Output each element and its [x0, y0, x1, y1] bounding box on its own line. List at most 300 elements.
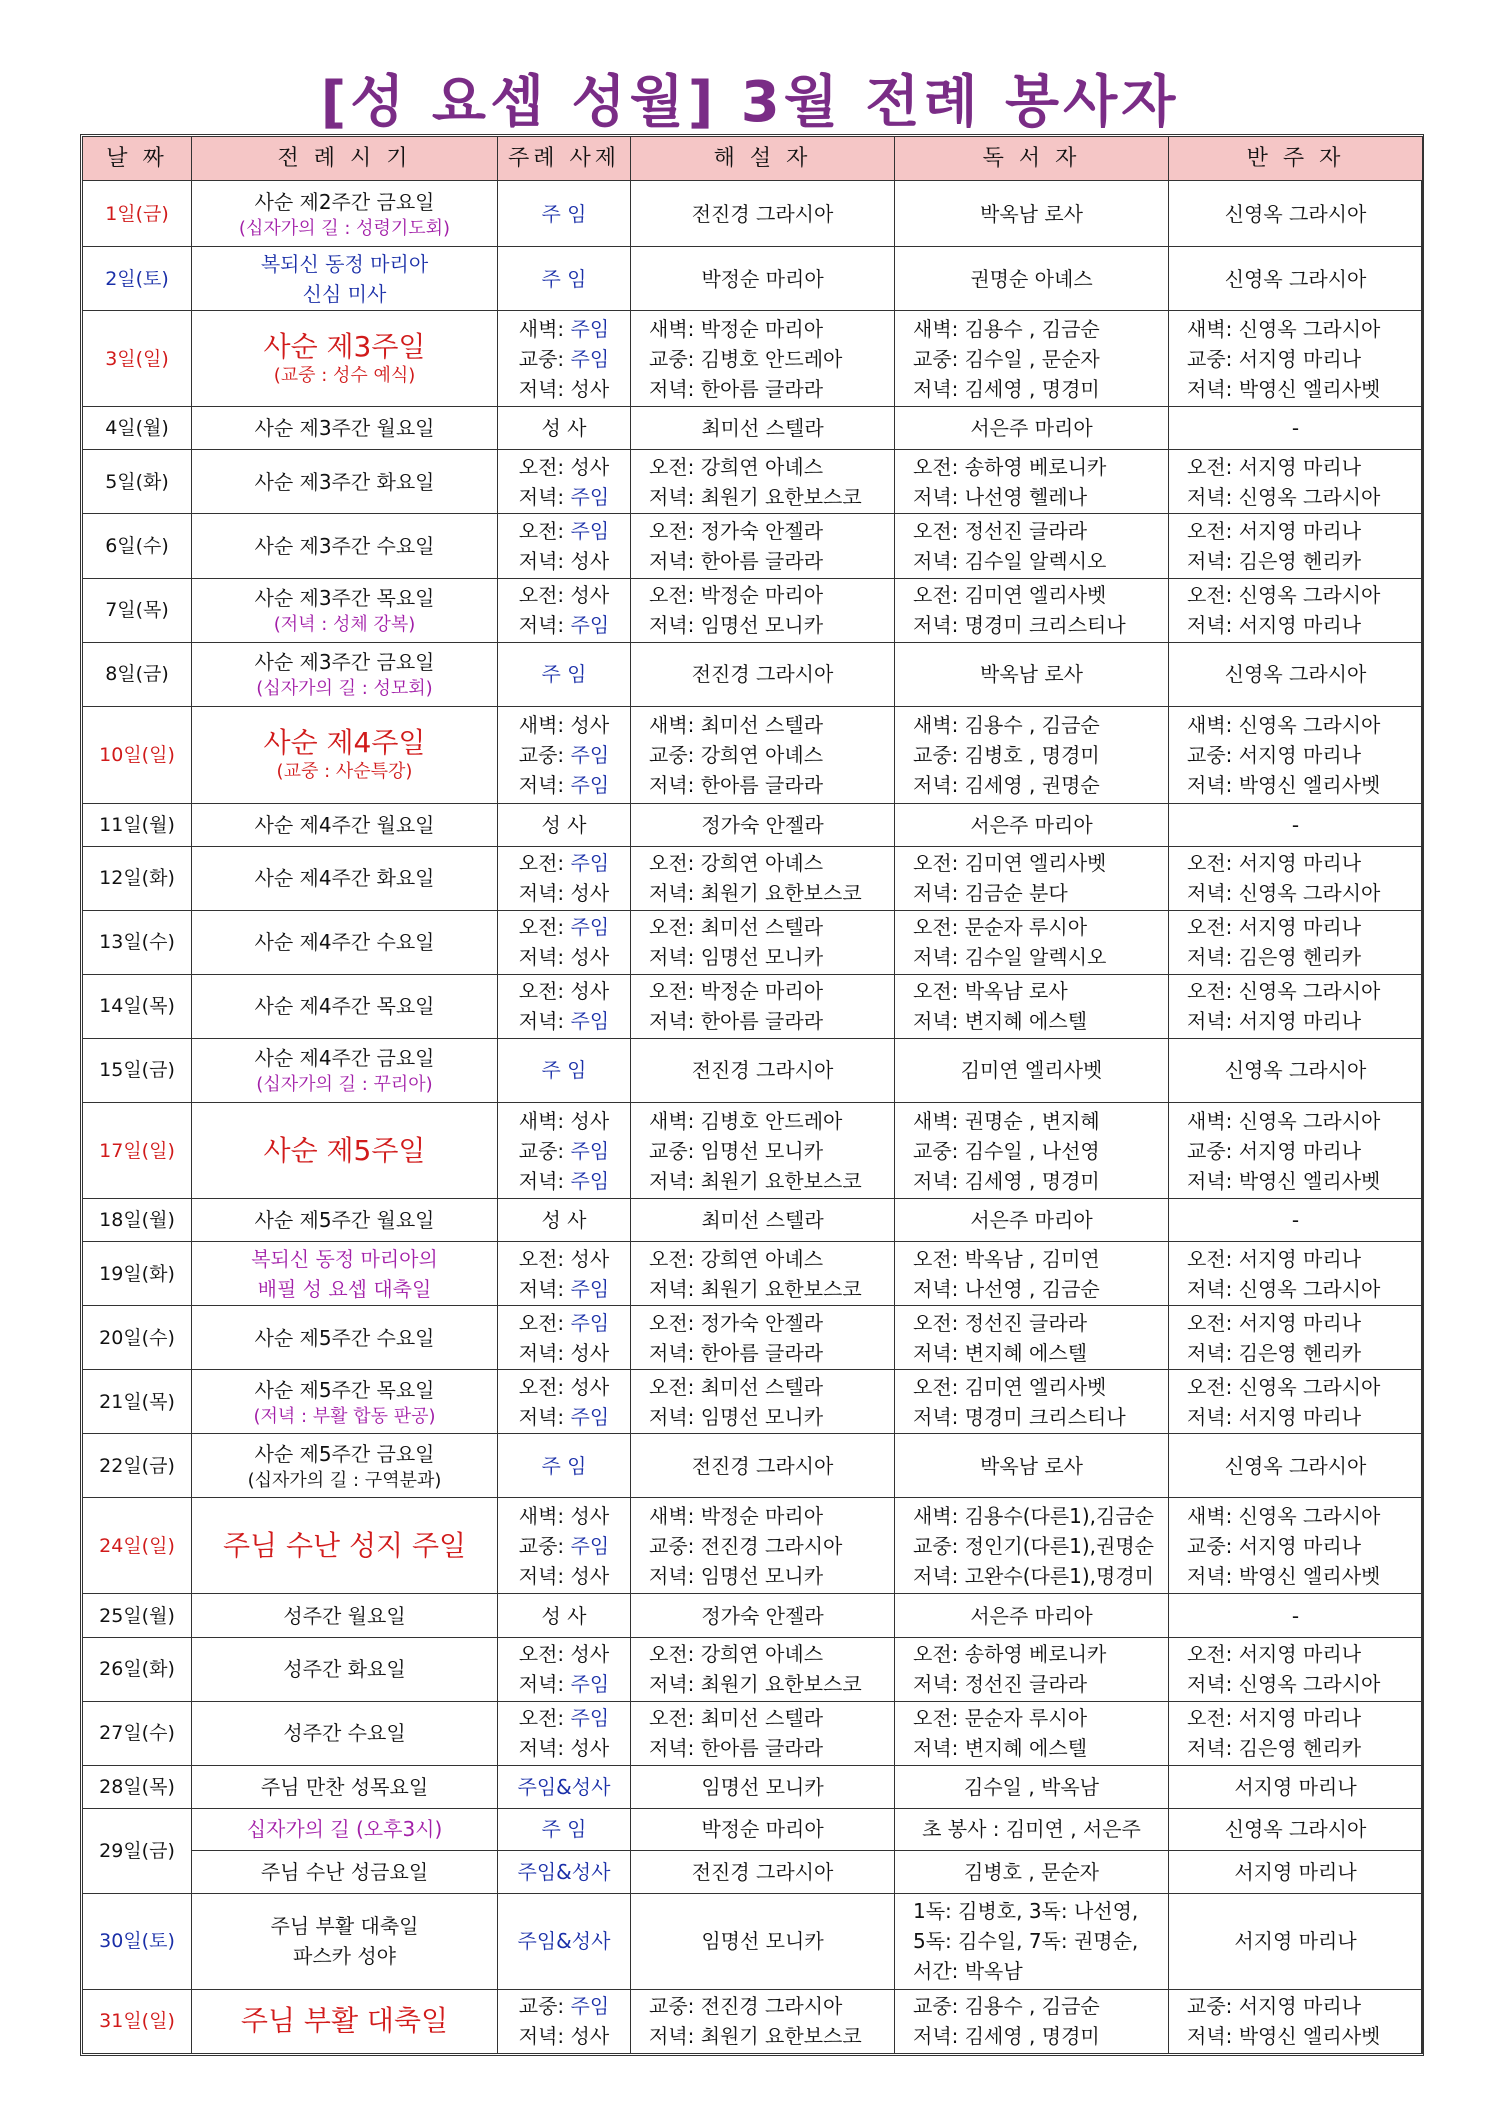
- row-date: 24일(일): [83, 1498, 192, 1594]
- header-liturgy: 전 례 시 기: [192, 137, 498, 181]
- reader-line: 저녁: 김세영 , 명경미: [913, 1168, 1100, 1193]
- narr-line: 저녁: 최원기 요한보스코: [649, 484, 862, 509]
- priest-role: 성사: [570, 2024, 610, 2049]
- organ-line: 오전: 서지영 마리나: [1187, 518, 1362, 543]
- row-priest: [498, 1242, 631, 1306]
- row-liturgy: [192, 578, 498, 642]
- organ-line: 저녁: 박영신 엘리사벳: [1187, 376, 1381, 401]
- priest-line: [502, 1106, 626, 1136]
- narr-line: 오전: 정가숙 안젤라: [649, 518, 824, 543]
- organ-line: 오전: 신영옥 그라시아: [1187, 583, 1381, 607]
- row-liturgy: [192, 1594, 498, 1637]
- row-priest: [498, 706, 631, 803]
- row-narr: [631, 1989, 895, 2053]
- priest-role: 성사: [570, 548, 610, 573]
- row-date: 22일(금): [83, 1434, 192, 1498]
- row-liturgy: [192, 706, 498, 803]
- row-liturgy: [192, 407, 498, 450]
- table-row: [83, 1498, 1423, 1594]
- narr-line: 저녁: 최원기 요한보스코: [649, 1672, 862, 1697]
- row-priest: [498, 1306, 631, 1370]
- row-reader: 김수일 , 박옥남: [895, 1765, 1169, 1808]
- liturgy-title: 주님 만찬 성목요일: [260, 1775, 429, 1800]
- liturgy-title: 사순 제4주간 수요일: [254, 930, 435, 955]
- row-liturgy: [192, 1306, 498, 1370]
- organ-line: 교중: 서지영 마리나: [1187, 346, 1362, 371]
- row-reader: [895, 578, 1169, 642]
- priest-time-label: 새벽:: [518, 1108, 571, 1133]
- narr-line: 오전: 강희연 아녜스: [649, 1246, 824, 1271]
- table-row: [83, 578, 1423, 642]
- row-reader: [895, 910, 1169, 974]
- reader-line: 새벽: 김용수 , 김금순: [913, 316, 1100, 341]
- row-date: 1일(금): [83, 181, 192, 247]
- page-title: [성 요셉 성월] 3월 전례 봉사자: [320, 70, 1180, 135]
- liturgy-title-2: 배필 성 요셉 대축일: [257, 1276, 432, 1301]
- priest-time-label: 저녁:: [518, 376, 571, 401]
- row-narr: [631, 311, 895, 407]
- row-date: 30일(토): [83, 1893, 192, 1989]
- priest-time-label: 저녁:: [518, 1736, 571, 1761]
- narr-line: 새벽: 박정순 마리아: [649, 1503, 824, 1528]
- row-reader: [895, 1893, 1169, 1989]
- row-liturgy: [192, 642, 498, 706]
- table-row: [83, 1809, 1423, 1850]
- row-priest: 주임&성사: [498, 1850, 631, 1893]
- row-liturgy: [192, 1103, 498, 1199]
- row-reader: [895, 1701, 1169, 1765]
- reader-line: 오전: 정선진 글라라: [913, 518, 1088, 543]
- priest-line: [502, 1274, 626, 1304]
- row-liturgy: [192, 1850, 498, 1893]
- narr-line: 저녁: 임명선 모니카: [649, 945, 824, 970]
- liturgy-title: 주님 수난 성지 주일: [222, 1528, 467, 1562]
- row-date: 5일(화): [83, 450, 192, 514]
- liturgy-title: 성주간 월요일: [283, 1603, 406, 1628]
- row-organ: 신영옥 그라시아: [1169, 247, 1423, 311]
- liturgy-note: (십자가의 길 : 성모회): [256, 678, 433, 700]
- priest-line: [502, 1669, 626, 1699]
- priest-line: [502, 848, 626, 878]
- row-narr: 정가숙 안젤라: [631, 1594, 895, 1637]
- row-priest: 성 사: [498, 1199, 631, 1242]
- row-priest: [498, 1370, 631, 1434]
- header-row: [83, 137, 1423, 181]
- organ-line: 교중: 서지영 마리나: [1187, 742, 1362, 767]
- row-priest: [498, 1637, 631, 1701]
- row-organ: 신영옥 그라시아: [1169, 642, 1423, 706]
- row-liturgy: [192, 1989, 498, 2053]
- priest-time-label: 오전:: [518, 518, 571, 543]
- row-organ: [1169, 1370, 1423, 1434]
- table-row: [83, 803, 1423, 846]
- priest-time-label: 저녁:: [518, 1563, 571, 1588]
- row-narr: 박정순 마리아: [631, 247, 895, 311]
- liturgy-title: 사순 제3주일: [263, 329, 426, 363]
- row-narr: [631, 846, 895, 910]
- row-narr: [631, 1637, 895, 1701]
- organ-line: 저녁: 김은영 헨리카: [1187, 548, 1362, 573]
- row-liturgy: [192, 1370, 498, 1434]
- row-narr: [631, 1370, 895, 1434]
- priest-time-label: 저녁:: [518, 484, 571, 509]
- priest-role: 성사: [570, 1503, 610, 1528]
- row-date: 4일(월): [83, 407, 192, 450]
- row-organ: [1169, 514, 1423, 578]
- priest-time-label: 저녁:: [518, 945, 571, 970]
- reader-line: 저녁: 김금순 분다: [913, 881, 1068, 906]
- priest-role: 주임: [570, 1310, 610, 1335]
- row-reader: [895, 846, 1169, 910]
- table-row: [83, 1850, 1423, 1893]
- priest-role: 주임: [570, 346, 610, 371]
- liturgy-note: (십자가의 길 : 구역분과): [247, 1469, 442, 1491]
- priest-role: 성사: [570, 376, 610, 401]
- row-narr: 임명선 모니카: [631, 1893, 895, 1989]
- schedule-table: [82, 136, 1423, 2054]
- row-narr: [631, 910, 895, 974]
- liturgy-title: 사순 제2주간 금요일: [254, 189, 435, 214]
- organ-line: 오전: 서지영 마리나: [1187, 1246, 1362, 1271]
- liturgy-title: 십자가의 길 (오후3시): [246, 1817, 443, 1842]
- organ-line: 교중: 서지영 마리나: [1187, 1138, 1362, 1163]
- priest-time-label: 새벽:: [518, 712, 571, 737]
- row-liturgy: [192, 1199, 498, 1242]
- row-reader: [895, 1103, 1169, 1199]
- table-row: [83, 1199, 1423, 1242]
- row-narr: [631, 1103, 895, 1199]
- header-reader: 독 서 자: [895, 137, 1169, 181]
- priest-line: [502, 1136, 626, 1166]
- organ-line: 새벽: 신영옥 그라시아: [1187, 1503, 1381, 1528]
- row-liturgy: [192, 1893, 498, 1989]
- priest-role: 주임: [570, 1533, 610, 1558]
- row-organ: 서지영 마리나: [1169, 1765, 1423, 1808]
- priest-role: 주임: [570, 1994, 610, 2019]
- narr-line: 새벽: 최미선 스텔라: [649, 712, 824, 737]
- row-reader: 서은주 마리아: [895, 803, 1169, 846]
- priest-time-label: 저녁:: [518, 2024, 571, 2049]
- priest-line: [502, 942, 626, 972]
- row-narr: 전진경 그라시아: [631, 1038, 895, 1102]
- table-row: [83, 1242, 1423, 1306]
- liturgy-title: 사순 제3주간 월요일: [254, 416, 435, 441]
- priest-time-label: 저녁:: [518, 1276, 571, 1301]
- reader-line: 저녁: 변지혜 에스텔: [913, 1009, 1088, 1034]
- priest-time-label: 저녁:: [518, 548, 571, 573]
- row-organ: -: [1169, 407, 1423, 450]
- row-organ: [1169, 706, 1423, 803]
- priest-role: 주임: [570, 484, 610, 509]
- narr-line: 교중: 전진경 그라시아: [649, 1533, 843, 1558]
- reader-line: 저녁: 김세영 , 명경미: [913, 2024, 1100, 2049]
- priest-role: 주임: [570, 1672, 610, 1697]
- priest-line: [502, 344, 626, 374]
- liturgy-note: (저녁 : 부활 합동 판공): [253, 1405, 436, 1427]
- narr-line: 저녁: 한아름 글라라: [649, 1009, 824, 1034]
- row-reader: [895, 1498, 1169, 1594]
- reader-line: 오전: 문순자 루시아: [913, 1706, 1088, 1731]
- row-reader: [895, 1242, 1169, 1306]
- organ-line: 저녁: 김은영 헨리카: [1187, 945, 1362, 970]
- row-date: 17일(일): [83, 1103, 192, 1199]
- priest-role: 성사: [570, 979, 610, 1004]
- row-priest: [498, 514, 631, 578]
- row-liturgy: [192, 1434, 498, 1498]
- header-narrator: 해 설 자: [631, 137, 895, 181]
- row-liturgy: [192, 450, 498, 514]
- narr-line: 오전: 강희연 아녜스: [649, 1642, 824, 1667]
- priest-line: [502, 610, 626, 640]
- row-organ: [1169, 910, 1423, 974]
- row-priest: [498, 910, 631, 974]
- reader-line: 교중: 정인기(다른1),권명순: [913, 1533, 1154, 1558]
- organ-line: 오전: 서지영 마리나: [1187, 1310, 1362, 1335]
- row-priest: [498, 846, 631, 910]
- priest-line: [502, 878, 626, 908]
- row-narr: [631, 1498, 895, 1594]
- liturgy-title: 사순 제5주간 수요일: [254, 1325, 435, 1350]
- priest-role: 성사: [570, 1642, 610, 1667]
- row-priest: [498, 1103, 631, 1199]
- organ-line: 저녁: 박영신 엘리사벳: [1187, 1168, 1381, 1193]
- table-row: [83, 1701, 1423, 1765]
- row-reader: [895, 1637, 1169, 1701]
- row-organ: 신영옥 그라시아: [1169, 181, 1423, 247]
- row-date: 10일(일): [83, 706, 192, 803]
- row-liturgy: [192, 1765, 498, 1808]
- row-organ: [1169, 1242, 1423, 1306]
- row-narr: 임명선 모니카: [631, 1765, 895, 1808]
- row-date: 2일(토): [83, 247, 192, 311]
- priest-line: [502, 912, 626, 942]
- row-organ: [1169, 578, 1423, 642]
- organ-line: 저녁: 서지영 마리나: [1187, 1404, 1362, 1429]
- priest-role: 성사: [570, 583, 610, 607]
- priest-time-label: 오전:: [518, 915, 571, 940]
- row-organ: [1169, 450, 1423, 514]
- liturgy-title: 사순 제3주간 수요일: [254, 533, 435, 558]
- reader-line: 오전: 김미연 엘리사벳: [913, 851, 1107, 876]
- reader-line: 새벽: 권명순 , 변지혜: [913, 1108, 1100, 1133]
- priest-time-label: 저녁:: [518, 1672, 571, 1697]
- priest-role: 성사: [570, 945, 610, 970]
- row-priest: [498, 974, 631, 1038]
- row-priest: 주 임: [498, 1434, 631, 1498]
- table-row: [83, 1989, 1423, 2053]
- priest-time-label: 새벽:: [518, 316, 571, 341]
- row-date: 3일(일): [83, 311, 192, 407]
- organ-line: 교중: 서지영 마리나: [1187, 1533, 1362, 1558]
- row-reader: [895, 1370, 1169, 1434]
- reader-line: 오전: 송하영 베로니카: [913, 454, 1107, 479]
- table-row: [83, 1765, 1423, 1808]
- row-organ: [1169, 974, 1423, 1038]
- priest-role: 성사: [570, 1563, 610, 1588]
- table-row: [83, 1637, 1423, 1701]
- row-priest: [498, 450, 631, 514]
- row-reader: 박옥남 로사: [895, 642, 1169, 706]
- row-narr: 전진경 그라시아: [631, 1850, 895, 1893]
- priest-line: [502, 516, 626, 546]
- priest-time-label: 오전:: [518, 1374, 571, 1399]
- row-reader: 서은주 마리아: [895, 407, 1169, 450]
- priest-time-label: 저녁:: [518, 1404, 571, 1429]
- priest-line: [502, 2021, 626, 2051]
- row-narr: [631, 706, 895, 803]
- narr-line: 오전: 강희연 아녜스: [649, 454, 824, 479]
- organ-line: 저녁: 김은영 헨리카: [1187, 1736, 1362, 1761]
- reader-line: 오전: 박옥남 , 김미연: [913, 1246, 1100, 1271]
- row-organ: 신영옥 그라시아: [1169, 1434, 1423, 1498]
- narr-line: 교중: 강희연 아녜스: [649, 742, 824, 767]
- row-date: 15일(금): [83, 1038, 192, 1102]
- reader-line: 오전: 김미연 엘리사벳: [913, 583, 1107, 607]
- priest-role: 주임: [570, 1706, 610, 1731]
- row-date: 18일(월): [83, 1199, 192, 1242]
- reader-line: 새벽: 김용수(다른1),김금순: [913, 1503, 1154, 1528]
- row-liturgy: [192, 247, 498, 311]
- row-organ: 서지영 마리나: [1169, 1850, 1423, 1893]
- narr-line: 오전: 최미선 스텔라: [649, 1374, 824, 1399]
- priest-role: 주임: [570, 316, 610, 341]
- reader-line: 서간: 박옥남: [913, 1959, 1023, 1984]
- organ-line: 저녁: 박영신 엘리사벳: [1187, 2024, 1381, 2049]
- reader-line: 저녁: 변지혜 에스텔: [913, 1736, 1088, 1761]
- priest-role: 성사: [570, 1736, 610, 1761]
- priest-time-label: 교중:: [518, 1533, 571, 1558]
- row-priest: 성 사: [498, 407, 631, 450]
- row-liturgy: [192, 311, 498, 407]
- priest-time-label: 교중:: [518, 1994, 571, 2019]
- narr-line: 오전: 강희연 아녜스: [649, 851, 824, 876]
- row-priest: [498, 1701, 631, 1765]
- organ-line: 새벽: 신영옥 그라시아: [1187, 316, 1381, 341]
- priest-time-label: 오전:: [518, 1310, 571, 1335]
- priest-time-label: 저녁:: [518, 881, 571, 906]
- liturgy-title: 복되신 동정 마리아의: [251, 1246, 438, 1271]
- table-row: [83, 642, 1423, 706]
- row-priest: [498, 311, 631, 407]
- organ-line: 저녁: 신영옥 그라시아: [1187, 1672, 1381, 1697]
- reader-line: 저녁: 고완수(다른1),명경미: [913, 1563, 1154, 1588]
- organ-line: 저녁: 신영옥 그라시아: [1187, 1276, 1381, 1301]
- priest-role: 주임: [570, 742, 610, 767]
- reader-line: 저녁: 김수일 알렉시오: [913, 548, 1107, 573]
- row-date: 11일(월): [83, 803, 192, 846]
- table-row: [83, 450, 1423, 514]
- priest-time-label: 저녁:: [518, 613, 571, 637]
- narr-line: 저녁: 최원기 요한보스코: [649, 1276, 862, 1301]
- priest-role: 주임: [570, 851, 610, 876]
- priest-time-label: 새벽:: [518, 1503, 571, 1528]
- liturgy-note: (십자가의 길 : 꾸리아): [256, 1074, 433, 1096]
- liturgy-note: (저녁 : 성체 강복): [273, 614, 416, 635]
- row-priest: 주 임: [498, 247, 631, 311]
- organ-line: 교중: 서지영 마리나: [1187, 1994, 1362, 2019]
- narr-line: 오전: 최미선 스텔라: [649, 1706, 824, 1731]
- reader-line: 교중: 김용수 , 김금순: [913, 1994, 1100, 2019]
- reader-line: 교중: 김수일 , 나선영: [913, 1138, 1100, 1163]
- priest-line: [502, 710, 626, 740]
- priest-time-label: 저녁:: [518, 1009, 571, 1034]
- priest-time-label: 저녁:: [518, 1168, 571, 1193]
- reader-line: 저녁: 정선진 글라라: [913, 1672, 1088, 1697]
- row-priest: 주 임: [498, 1809, 631, 1850]
- priest-role: 주임: [570, 1276, 610, 1301]
- row-organ: [1169, 846, 1423, 910]
- organ-line: 새벽: 신영옥 그라시아: [1187, 1108, 1381, 1133]
- organ-line: 저녁: 박영신 엘리사벳: [1187, 1563, 1381, 1588]
- narr-line: 새벽: 박정순 마리아: [649, 316, 824, 341]
- table-row: [83, 1103, 1423, 1199]
- priest-time-label: 저녁:: [518, 772, 571, 797]
- liturgy-title: 사순 제3주간 화요일: [254, 469, 435, 494]
- row-priest: [498, 578, 631, 642]
- priest-line: [502, 1561, 626, 1591]
- reader-line: 오전: 문순자 루시아: [913, 915, 1088, 940]
- priest-line: [502, 1166, 626, 1196]
- row-liturgy: [192, 1637, 498, 1701]
- row-liturgy: [192, 910, 498, 974]
- narr-line: 교중: 김병호 안드레아: [649, 346, 843, 371]
- row-date: 25일(월): [83, 1594, 192, 1637]
- priest-role: 성사: [570, 1374, 610, 1399]
- row-narr: 전진경 그라시아: [631, 181, 895, 247]
- priest-time-label: 저녁:: [518, 1340, 571, 1365]
- priest-line: [502, 1244, 626, 1274]
- row-organ: [1169, 1701, 1423, 1765]
- row-date: 20일(수): [83, 1306, 192, 1370]
- reader-line: 오전: 김미연 엘리사벳: [913, 1374, 1107, 1399]
- priest-line: [502, 976, 626, 1006]
- reader-line: 5독: 김수일, 7독: 권명순,: [913, 1929, 1139, 1954]
- priest-role: 성사: [570, 712, 610, 737]
- row-date: 6일(수): [83, 514, 192, 578]
- liturgy-title: 주님 부활 대축일: [240, 2004, 449, 2038]
- row-narr: [631, 1306, 895, 1370]
- priest-role: 성사: [570, 1340, 610, 1365]
- reader-line: 저녁: 나선영 , 김금순: [913, 1276, 1100, 1301]
- priest-line: [502, 374, 626, 404]
- row-organ: 서지영 마리나: [1169, 1893, 1423, 1989]
- table-row: [83, 1594, 1423, 1637]
- table-row: [83, 706, 1423, 803]
- organ-line: 저녁: 김은영 헨리카: [1187, 1340, 1362, 1365]
- row-reader: 박옥남 로사: [895, 181, 1169, 247]
- priest-role: 주임: [570, 1168, 610, 1193]
- row-priest: 주임&성사: [498, 1765, 631, 1808]
- liturgy-title: 주님 부활 대축일: [270, 1914, 419, 1939]
- reader-line: 1독: 김병호, 3독: 나선영,: [913, 1899, 1139, 1924]
- row-narr: [631, 974, 895, 1038]
- table-row: [83, 407, 1423, 450]
- liturgy-title: 주님 수난 성금요일: [260, 1859, 429, 1884]
- row-narr: 전진경 그라시아: [631, 642, 895, 706]
- row-date: 7일(목): [83, 578, 192, 642]
- row-narr: [631, 578, 895, 642]
- row-liturgy: [192, 846, 498, 910]
- reader-line: 저녁: 김세영 , 권명순: [913, 772, 1100, 797]
- priest-role: 주임: [570, 772, 610, 797]
- row-organ: 신영옥 그라시아: [1169, 1809, 1423, 1850]
- reader-line: 저녁: 김세영 , 명경미: [913, 376, 1100, 401]
- table-row: [83, 1434, 1423, 1498]
- priest-line: [502, 1991, 626, 2021]
- liturgy-title: 사순 제5주간 금요일: [254, 1441, 435, 1466]
- header-priest: 주례 사제: [498, 137, 631, 181]
- priest-line: [502, 770, 626, 800]
